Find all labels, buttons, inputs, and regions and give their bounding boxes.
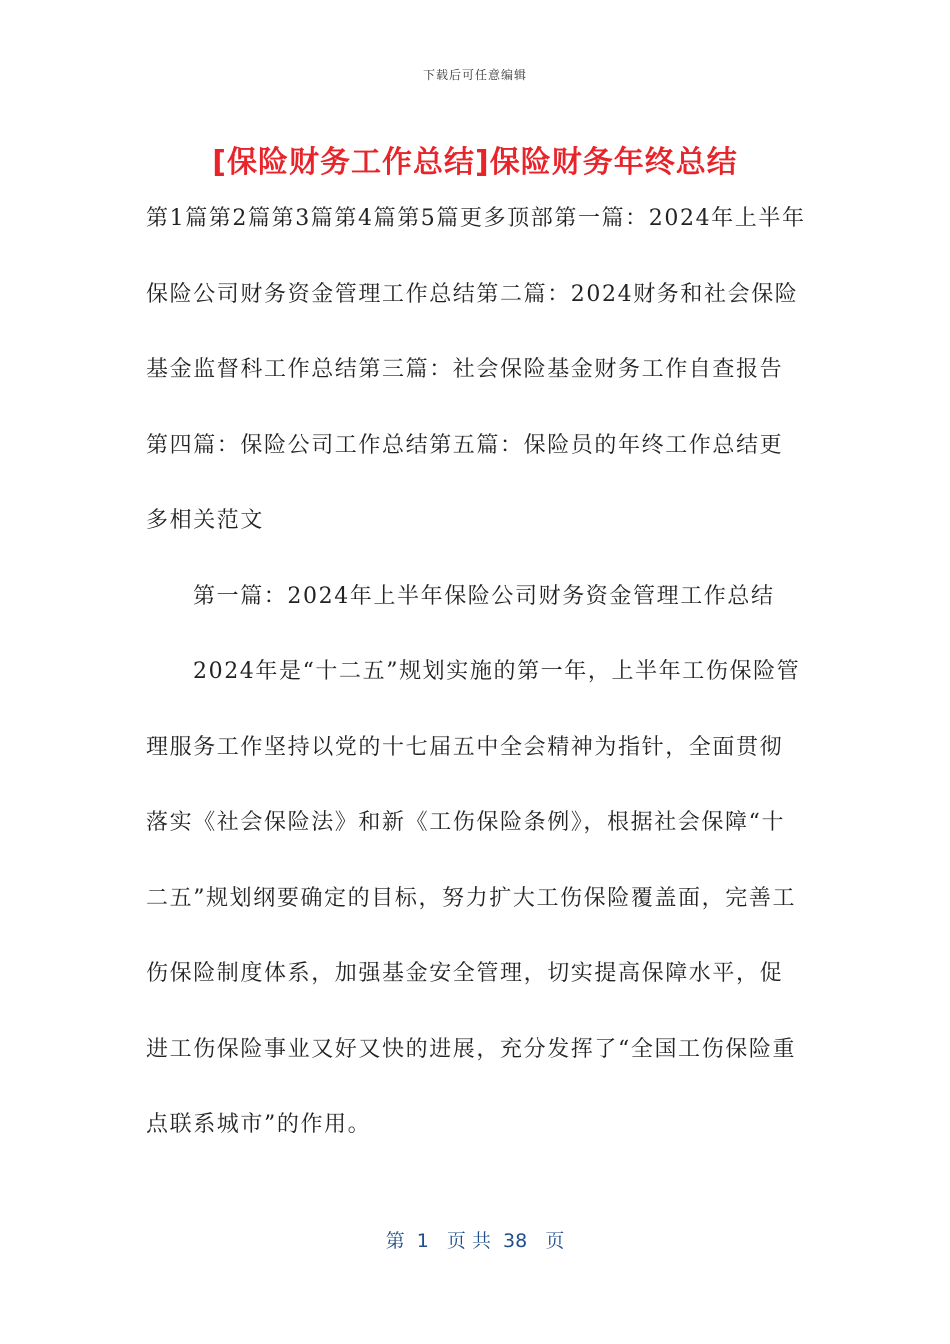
page-header: 下载后可任意编辑: [422, 68, 527, 82]
page-footer-pagination: 第 1 页 共 38 页: [385, 1230, 565, 1252]
paragraph-body: 2024年是“十二五”规划实施的第一年，上半年工伤保险管理服务工作坚持以党的十七届五中全会精神为指针，全面贯彻落实《社会保险法》和新《工伤保险条例》，根据社会保障“十二五”规划纲要确定的目标，努力扩大工伤保险覆盖面，完善工伤保险制度体系，加强基金安全管理，切实提高保障水平，促进工伤保险事业又好又快的进展，充分发挥了“全国工伤保险重点联系城市”的作用。: [146, 659, 801, 1137]
paragraph-section-heading: 第一篇：2024年上半年保险公司财务资金管理工作总结: [193, 583, 775, 609]
paragraph-toc: 第1篇第2篇第3篇第4篇第5篇更多顶部第一篇：2024年上半年保险公司财务资金管理工作总结第二篇：2024财务和社会保险基金监督科工作总结第三篇：社会保险基金财务工作自查报告第四篇：保险公司工作总结第五篇：保险员的年终工作总结更多相关范文: [146, 206, 806, 533]
document-title: [保险财务工作总结]保险财务年终总结: [212, 145, 738, 180]
document-body: [146, 181, 806, 1163]
